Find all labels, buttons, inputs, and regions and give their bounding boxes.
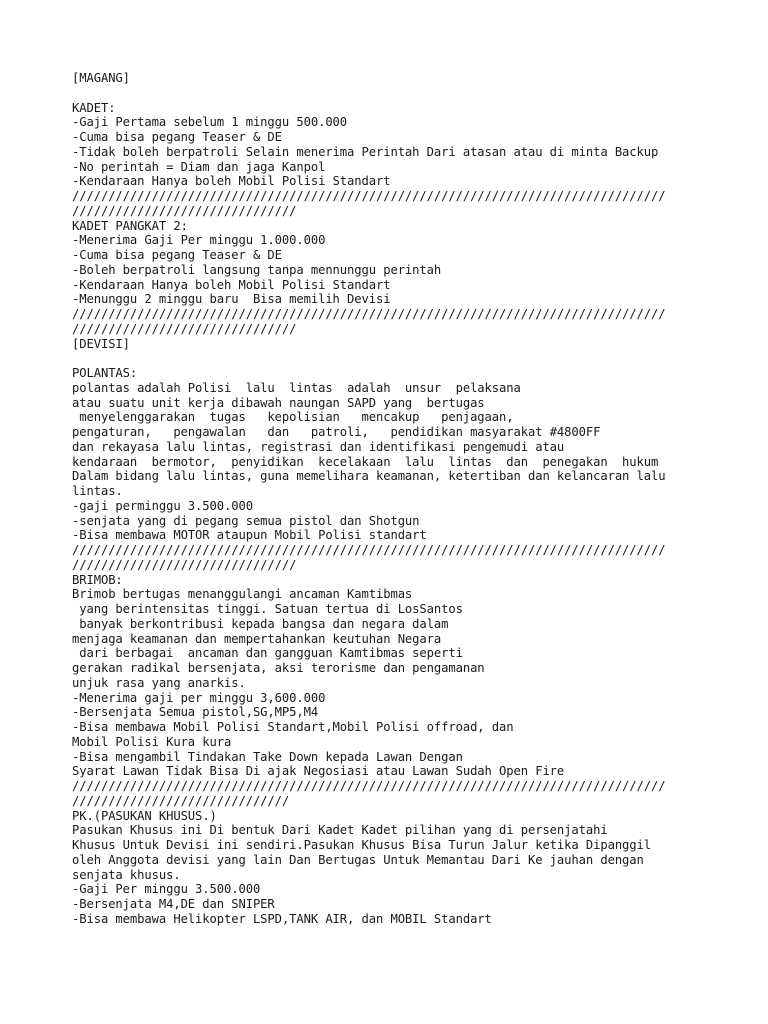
blank-line (72, 351, 762, 366)
blank-line (72, 86, 762, 101)
text-line: -Kendaraan Hanya boleh Mobil Polisi Standart (72, 174, 391, 189)
text-line: -No perintah = Diam dan jaga Kanpol (72, 159, 326, 174)
text-line: atau suatu unit kerja dibawah naungan SAPD yang bertugas (72, 395, 485, 410)
text-line: dari berbagai ancaman dan gangguan Kamtibmas seperti (72, 646, 463, 661)
text-line: BRIMOB: (72, 572, 123, 587)
text-line: -gaji perminggu 3.500.000 (72, 498, 253, 513)
text-line: -Boleh berpatroli langsung tanpa mennunggu perintah (72, 262, 442, 277)
text-line: -Gaji Per minggu 3.500.000 (72, 882, 261, 897)
text-line: [MAGANG] (72, 71, 130, 85)
text-line: dan rekayasa lalu lintas, registrasi dan identifikasi pengemudi atau (72, 439, 565, 454)
text-line: KADET: (72, 100, 116, 115)
text-line: Dalam bidang lalu lintas, guna memelihara keamanan, ketertiban dan kelancaran lalu (72, 469, 666, 484)
text-line: ////////////////////////////////////////////////////////////////////////////////// (72, 307, 666, 321)
text-line: Brimob bertugas menanggulangi ancaman Kamtibmas (72, 587, 413, 602)
text-line: /////////////////////////////// (72, 203, 297, 218)
text-line: /////////////////////////////// (72, 321, 297, 336)
text-line: pengaturan, pengawalan dan patroli, pendidikan masyarakat #4800FF (72, 425, 601, 439)
text-line: [DEVISI] (72, 336, 130, 351)
text-line: -Bersenjata M4,DE dan SNIPER (72, 897, 275, 911)
text-line: Pasukan Khusus ini Di bentuk Dari Kadet Kadet pilihan yang di persenjatahi (72, 823, 608, 838)
text-line: -Tidak boleh berpatroli Selain menerima Perintah Dari atasan atau di minta Backup (72, 144, 659, 159)
text-line: -Menerima Gaji Per minggu 1.000.000 (72, 233, 326, 248)
text-line: senjata khusus. (72, 867, 181, 882)
text-line: kendaraan bermotor, penyidikan kecelakaan lalu lintas dan penegakan hukum (72, 454, 659, 469)
document-text (72, 71, 762, 927)
text-line: Syarat Lawan Tidak Bisa Di ajak Negosiasi atau Lawan Sudah Open Fire (72, 764, 565, 779)
text-line: polantas adalah Polisi lalu lintas adalah unsur pelaksana (72, 380, 521, 395)
text-line: /////////////////////////////// (72, 557, 297, 572)
text-line: -Bersenjata Semua pistol,SG,MP5,M4 (72, 705, 319, 720)
text-line: -Gaji Pertama sebelum 1 minggu 500.000 (72, 115, 348, 130)
text-line: oleh Anggota devisi yang lain Dan Bertugas Untuk Memantau Dari Ke jauhan dengan (72, 852, 644, 867)
text-line: ////////////////////////////////////////////////////////////////////////////////// (72, 543, 666, 557)
text-line: -Cuma bisa pegang Teaser & DE (72, 130, 282, 144)
text-line: -senjata yang di pegang semua pistol dan Shotgun (72, 513, 420, 528)
text-line: KADET PANGKAT 2: (72, 218, 188, 233)
text-line: -Bisa mengambil Tindakan Take Down kepada Lawan Dengan (72, 749, 463, 764)
text-line: unjuk rasa yang anarkis. (72, 675, 246, 690)
text-line: menyelenggarakan tugas kepolisian mencakup penjagaan, (72, 410, 514, 425)
text-line: -Bisa membawa MOTOR ataupun Mobil Polisi standart (72, 528, 427, 543)
text-line: banyak berkontribusi kepada bangsa dan negara dalam (72, 616, 449, 631)
text-line: -Cuma bisa pegang Teaser & DE (72, 248, 282, 262)
text-line: -Bisa membawa Helikopter LSPD,TANK AIR, dan MOBIL Standart (72, 911, 492, 926)
text-line: -Menunggu 2 minggu baru Bisa memilih Devisi (72, 292, 391, 307)
text-line: -Menerima gaji per minggu 3,600.000 (72, 690, 326, 705)
text-line: gerakan radikal bersenjata, aksi terorisme dan pengamanan (72, 661, 485, 675)
text-line: POLANTAS: (72, 366, 138, 380)
text-line: lintas. (72, 484, 123, 498)
text-line: Khusus Untuk Devisi ini sendiri.Pasukan Khusus Bisa Turun Jalur ketika Dipanggil (72, 838, 652, 852)
text-line: -Bisa membawa Mobil Polisi Standart,Mobil Polisi offroad, dan (72, 720, 514, 734)
text-line: ////////////////////////////////////////////////////////////////////////////////// (72, 779, 666, 793)
text-line: yang berintensitas tinggi. Satuan tertua di LosSantos (72, 602, 463, 616)
text-line: ////////////////////////////// (72, 793, 290, 808)
text-line: PK.(PASUKAN KHUSUS.) (72, 808, 217, 823)
text-line: Mobil Polisi Kura kura (72, 734, 232, 749)
text-line: -Kendaraan Hanya boleh Mobil Polisi Standart (72, 277, 391, 292)
text-line: menjaga keamanan dan mempertahankan keutuhan Negara (72, 631, 442, 646)
text-line: ////////////////////////////////////////////////////////////////////////////////// (72, 189, 666, 203)
